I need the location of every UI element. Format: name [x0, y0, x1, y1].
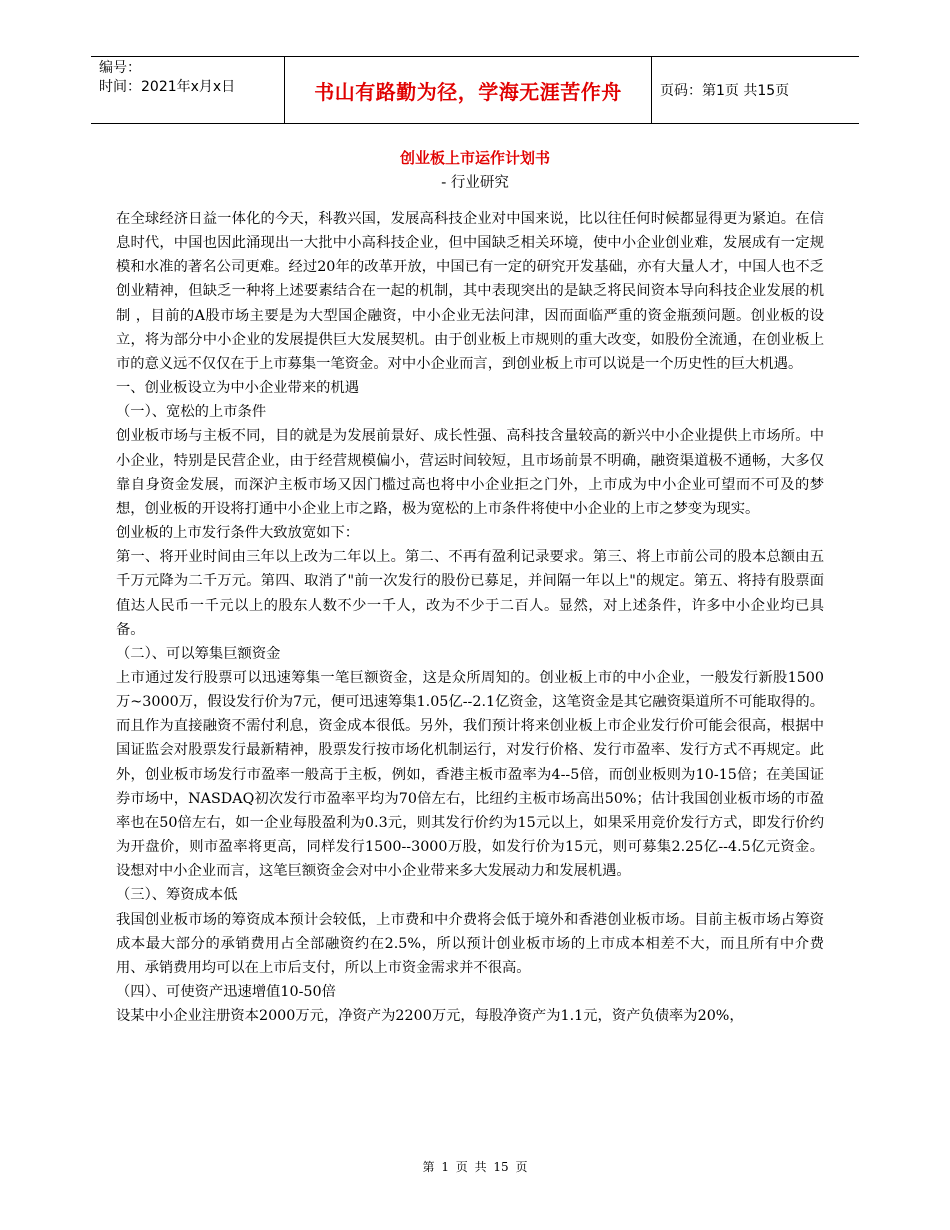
header-page-info: 页码：第1页 共15页 — [660, 83, 790, 99]
body-paragraph: 第一、将开业时间由三年以上改为二年以上。第二、不再有盈利记录要求。第三、将上市前公司的股本总额由五千万元降为二千万元。第四、取消了"前一次发行的股份已募足，并间隔一年以上"的规定。第五、将持有股票面值达人民币一千元以上的股东人数不少一千人，改为不少于二百人。显然，对上述条件，许多中小企业均已具备。 — [116, 549, 824, 638]
body-paragraph: 设某中小企业注册资本2000万元，净资产为2200万元，每股净资产为1.1元，资产负债率为20%， — [116, 1008, 744, 1025]
intro-paragraph: 在全球经济日益一体化的今天，科教兴国，发展高科技企业对中国来说，比以往任何时候都显得更为紧迫。在信息时代，中国也因此涌现出一大批中小高科技企业，但中国缺乏相关环境，使中小企业创业难，发展成有一定规模和水准的著名公司更难。经过20年的改革开放，中国已有一定的研究开发基础，亦有大量人才，中国人也不乏创业精神，但缺乏一种将上述要素结合在一起的机制，其中表现突出的是缺乏将民间资本导向科技企业发展的机制 ，目前的A股市场主要是为大型国企融资，中小企业无法问津，因而面临严重的资金瓶颈问题。创业板的设立，将为部分中小企业的发展提供巨大发展契机。由于创业板上市规则的重大改变，如股份全流通，在创业板上市的意义远不仅仅在于上市募集一笔资金。对中小企业而言，到创业板上市可以说是一个历史性的巨大机遇。 — [116, 211, 824, 372]
body-paragraph: 创业板市场与主板不同，目的就是为发展前景好、成长性强、高科技含量较高的新兴中小企业提供上市场所。中小企业，特别是民营企业，由于经营规模偏小，营运时间较短，且市场前景不明确，融资渠道极不通畅，大多仅靠自身资金发展，而深沪主板市场又因门槛过高也将中小企业拒之门外，上市成为中小企业可望而不可及的梦想，创业板的开设将打通中小企业上市之路，极为宽松的上市条件将使中小企业的上市之梦变为现实。 — [116, 428, 824, 517]
subsection-heading: （四）、可使资产迅速增值10-50倍 — [116, 984, 336, 1000]
body-paragraph: 创业板的上市发行条件大致放宽如下： — [116, 525, 360, 542]
body-paragraph: 上市通过发行股票可以迅速筹集一笔巨额资金，这是众所周知的。创业板上市的中小企业，一般发行新股1500万~3000万，假设发行价为7元，便可迅速筹集1.05亿--2.1亿资金，这笔资金是其它融资渠道所不可能取得的。而且作为直接融资不需付利息，资金成本很低。另外，我们预计将来创业板上市企业发行价可能会很高，根据中国证监会对股票发行最新精神，股票发行按市场化机制运行，对发行价格、发行市盈率、发行方式不再规定。此外，创业板市场发行市盈率一般高于主板，例如，香港主板市盈率为4--5倍，而创业板则为10-15倍；在美国证券市场中，NASDAQ初次发行市盈率平均为70倍左右，比纽约主板市场高出50%；估计我国创业板市场的市盈率也在50倍左右，如一企业每股盈利为0.3元，则其发行价约为15元以上，如果采用竞价发行方式，即发行价约为开盘价，则市盈率将更高，同样发行1500--3000万股，如发行价为15元，则可募集2.25亿--4.5亿元资金。设想对中小企业而言，这笔巨额资金会对中小企业带来多大发展动力和发展机遇。 — [116, 669, 824, 880]
subsection-heading: （一）、宽松的上市条件 — [116, 404, 267, 421]
subsection-heading: （二）、可以筹集巨额资金 — [116, 645, 281, 662]
page-footer: 第 1 页 共 15 页 — [422, 1160, 528, 1174]
document-time: 时间：2021年x月x日 — [99, 79, 236, 95]
section-heading: 一、创业板设立为中小企业带来的机遇 — [116, 380, 360, 397]
subsection-heading: （三）、筹资成本低 — [116, 887, 238, 904]
document-number-label: 编号： — [99, 60, 141, 76]
page-header — [91, 56, 859, 124]
document-body — [116, 207, 824, 1028]
header-motto: 书山有路勤为径，学海无涯苦作舟 — [285, 57, 652, 123]
header-meta — [91, 57, 285, 123]
document-subtitle: - 行业研究 — [441, 175, 509, 191]
document-title: 创业板上市运作计划书 — [399, 149, 550, 167]
body-paragraph: 我国创业板市场的筹资成本预计会较低，上市费和中介费将会低于境外和香港创业板市场。目前主板市场占筹资成本最大部分的承销费用占全部融资约在2.5%，所以预计创业板市场的上市成本相差不大，而且所有中介费用、承销费用均可以在上市后支付，所以上市资金需求并不很高。 — [116, 911, 824, 976]
